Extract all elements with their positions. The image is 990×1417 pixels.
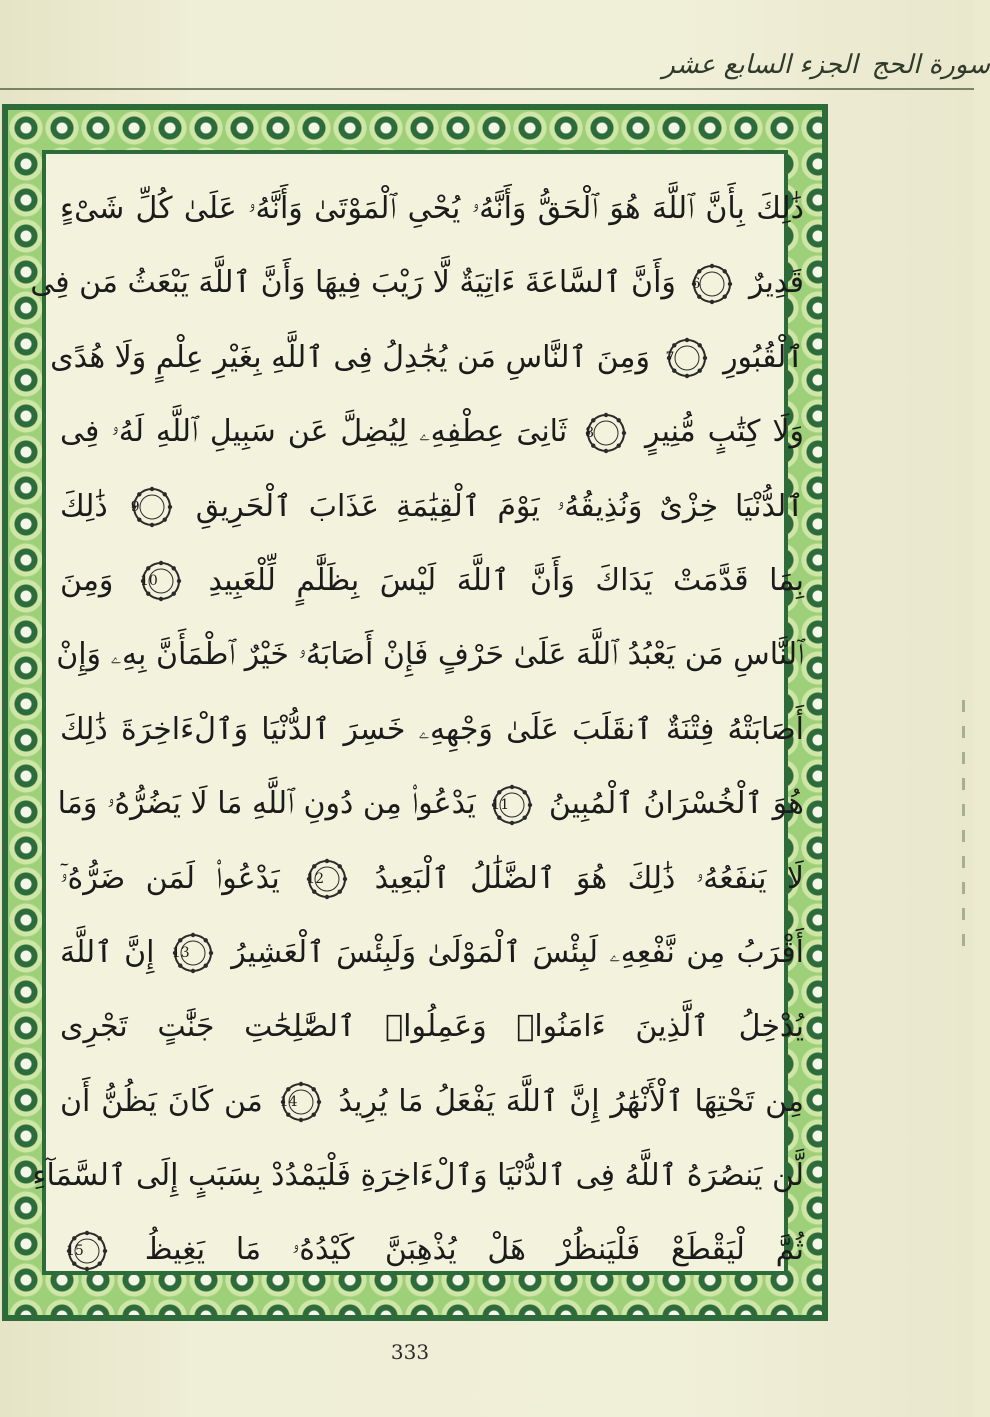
text-line <box>30 246 804 320</box>
margin-bleed-marks <box>955 700 971 940</box>
page-number: 333 <box>390 1340 430 1364</box>
text-line <box>60 172 804 246</box>
verse-text: مَن كَانَ يَظُنُّ أَن <box>60 1083 263 1119</box>
text-line <box>50 321 804 395</box>
verse-text: وَلَا كِتَٰبٍ مُّنِيرٍ <box>645 414 804 450</box>
text-line <box>60 1213 804 1287</box>
surah-title: سورة الحج <box>871 50 990 80</box>
ayah-number: 14 <box>279 1094 298 1111</box>
text-line <box>60 916 804 990</box>
ayah-number: 12 <box>306 871 325 888</box>
ayah-number-marker <box>66 1230 108 1272</box>
ayah-number-marker <box>131 486 173 528</box>
verse-text: هُوَ ٱلْخُسْرَانُ ٱلْمُبِينُ <box>548 786 804 822</box>
ayah-number: 7 <box>665 350 675 367</box>
verse-text: وَمِنَ ٱلنَّاسِ مَن يُجَٰدِلُ فِى ٱللَّهِ بِغَيْرِ عِلْمٍ وَلَا هُدًى <box>50 339 650 375</box>
page-header <box>0 44 990 96</box>
text-line <box>32 1139 804 1213</box>
ayah-number-marker <box>585 412 627 454</box>
verse-text: قَدِيرٌ <box>749 265 804 301</box>
text-line <box>60 990 804 1064</box>
ayah-number-marker <box>172 932 214 974</box>
ayah-number-marker <box>140 560 182 602</box>
ayah-number: 9 <box>130 499 140 516</box>
juz-title: الجزء السابع عشر <box>662 50 858 80</box>
verse-text: ذَٰلِكَ <box>60 488 108 524</box>
verse-text: لَا يَنفَعُهُۥ ذَٰلِكَ هُوَ ٱلضَّلَٰلُ ٱلْبَعِيدُ <box>374 860 804 896</box>
verse-text: مِن تَحْتِهَا ٱلْأَنْهَٰرُ إِنَّ ٱللَّهَ يَفْعَلُ مَا يُرِيدُ <box>338 1083 804 1119</box>
ayah-number-marker <box>280 1081 322 1123</box>
ayah-number: 10 <box>139 573 158 590</box>
ayah-number: 6 <box>691 275 701 292</box>
ornamental-frame <box>2 104 828 1321</box>
text-line <box>56 618 804 692</box>
verse-text: ٱلدُّنْيَا خِزْىٌ وَنُذِيقُهُۥ يَوْمَ ٱلْقِيَٰمَةِ عَذَابَ ٱلْحَرِيقِ <box>195 488 804 524</box>
verse-text: ذَٰلِكَ بِأَنَّ ٱللَّهَ هُوَ ٱلْحَقُّ وَأَنَّهُۥ يُحْىِ ٱلْمَوْتَىٰ وَأَنَّهُۥ عَلَىٰ كُلِّ شَىْءٍ <box>60 191 804 226</box>
verse-text: ٱلنَّاسِ مَن يَعْبُدُ ٱللَّهَ عَلَىٰ حَرْفٍ فَإِنْ أَصَابَهُۥ خَيْرٌ ٱطْمَأَنَّ بِهِۦ وَإِنْ <box>56 637 804 673</box>
ayah-number-marker <box>491 784 533 826</box>
ayah-number-marker <box>306 858 348 900</box>
text-line <box>60 693 804 767</box>
verse-text: ثُمَّ لْيَقْطَعْ فَلْيَنظُرْ هَلْ يُذْهِبَنَّ كَيْدُهُۥ مَا يَغِيظُ <box>144 1232 804 1268</box>
text-line <box>60 842 804 916</box>
ayah-number: 15 <box>66 1242 84 1259</box>
ayah-number: 13 <box>171 945 190 962</box>
text-line <box>60 544 804 618</box>
verse-text: أَصَابَتْهُ فِتْنَةٌ ٱنقَلَبَ عَلَىٰ وَجْهِهِۦ خَسِرَ ٱلدُّنْيَا وَٱلْءَاخِرَةَ ذَٰلِكَ <box>60 711 804 747</box>
header-rule <box>0 88 974 90</box>
verse-text: إِنَّ ٱللَّهَ <box>60 934 155 970</box>
quran-text <box>30 172 804 1288</box>
verse-text: وَأَنَّ ٱلسَّاعَةَ ءَاتِيَةٌ لَّا رَيْبَ فِيهَا وَأَنَّ ٱللَّهَ يَبْعَثُ مَن فِى <box>30 265 676 301</box>
verse-text: بِمَا قَدَّمَتْ يَدَاكَ وَأَنَّ ٱللَّهَ لَيْسَ بِظَلَّٰمٍ لِّلْعَبِيدِ <box>208 562 804 598</box>
text-line <box>60 470 804 544</box>
verse-text: لَّن يَنصُرَهُ ٱللَّهُ فِى ٱلدُّنْيَا وَٱلْءَاخِرَةِ فَلْيَمْدُدْ بِسَبَبٍ إِلَى ٱلسَّمَآءِ <box>32 1158 804 1194</box>
verse-text: أَقْرَبُ مِن نَّفْعِهِۦ لَبِئْسَ ٱلْمَوْلَىٰ وَلَبِئْسَ ٱلْعَشِيرُ <box>231 934 804 970</box>
text-panel <box>30 154 804 1271</box>
verse-text: يَدْعُوا۟ لَمَن ضَرُّهُۥٓ <box>60 860 280 896</box>
ayah-number: 11 <box>491 796 510 813</box>
verse-text: ٱلْقُبُورِ <box>723 339 804 375</box>
verse-text: يُدْخِلُ ٱلَّذِينَ ءَامَنُوا۟ وَعَمِلُوا۟ ٱلصَّٰلِحَٰتِ جَنَّٰتٍ تَجْرِى <box>60 1009 804 1045</box>
ayah-number-marker <box>691 263 733 305</box>
text-line <box>60 395 804 469</box>
text-line <box>60 1065 804 1139</box>
ayah-number: 8 <box>585 424 595 441</box>
verse-text: ثَانِىَ عِطْفِهِۦ لِيُضِلَّ عَن سَبِيلِ ٱللَّهِ لَهُۥ فِى <box>60 414 568 450</box>
ayah-number-marker <box>666 337 708 379</box>
verse-text: وَمِنَ <box>60 562 114 598</box>
text-line <box>57 767 804 841</box>
verse-text: يَدْعُوا۟ مِن دُونِ ٱللَّهِ مَا لَا يَضُرُّهُۥ وَمَا <box>57 786 476 822</box>
